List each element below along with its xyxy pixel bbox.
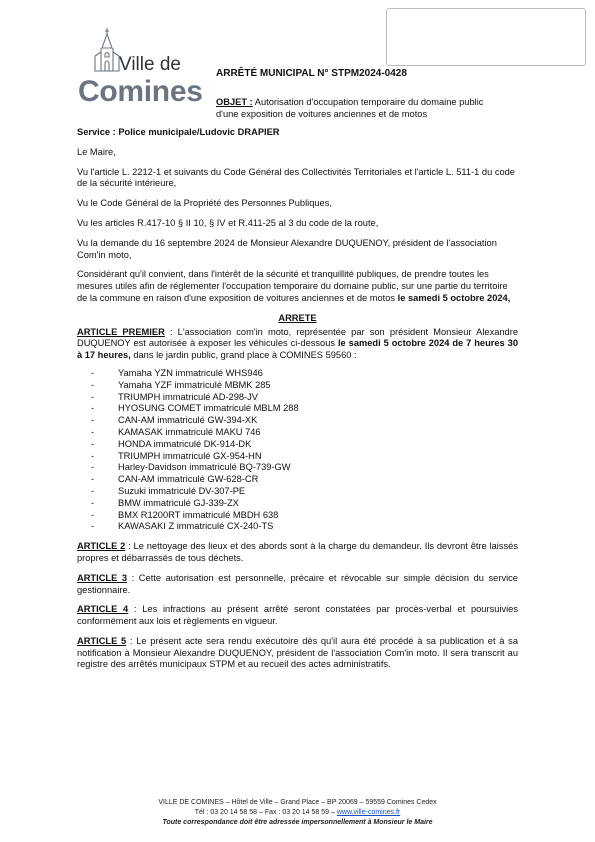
vehicle-list-item — [77, 392, 518, 404]
list-dash: - — [91, 438, 95, 449]
vehicle-text: HYOSUNG COMET immatriculé MBLM 288 — [118, 403, 299, 414]
vehicle-text: CAN-AM immatriculé GW-394-XK — [118, 415, 258, 426]
vu-paragraph-3: Vu les articles R.417-10 § II 10, § IV et R.411-25 al 3 du code de la route, — [77, 217, 379, 228]
vehicle-list-item — [77, 474, 518, 486]
article-5-text: : Le présent acte sera rendu exécutoire dès qu'il aura été procédé à sa publication et à sa notification à Monsieur Alexandre DUQUENOY, président de l'association Com'in moto. Il sera transcrit au registre des arrêtés municipaux STPM et au recueil des actes administratifs. — [77, 635, 518, 670]
vehicle-text: BMW immatriculé GJ-339-ZX — [118, 497, 239, 508]
article-4 — [77, 604, 518, 628]
objet-label: OBJET : — [216, 97, 253, 107]
vehicle-list-item — [77, 439, 518, 451]
list-dash: - — [91, 415, 95, 426]
list-dash: - — [91, 403, 95, 414]
footer-address: VILLE DE COMINES – Hôtel de Ville – Grand Place – BP 20069 – 59559 Comines Cedex — [158, 799, 437, 806]
article-3-label: ARTICLE 3 — [77, 572, 128, 583]
footer-contact — [0, 808, 595, 818]
vehicle-list-item — [77, 510, 518, 522]
vehicle-list-item — [77, 462, 518, 474]
church-icon — [92, 26, 122, 76]
vehicle-list-item — [77, 521, 518, 533]
ville-de-comines-logo — [78, 22, 203, 112]
arrete-title: ARRÊTÉ MUNICIPAL N° STPM2024-0428 — [216, 68, 407, 79]
vehicle-list-item — [77, 380, 518, 392]
vehicle-text: TRIUMPH immatriculé AD-298-JV — [118, 391, 258, 402]
list-dash: - — [91, 497, 95, 508]
objet-paragraph — [216, 96, 506, 120]
vehicle-text: HONDA immatriculé DK-914-DK — [118, 438, 252, 449]
vehicle-list-item — [77, 451, 518, 463]
vehicle-list-item — [77, 427, 518, 439]
article-premier-date: le samedi 5 octobre 2024 de 7 heures 30 à 17 heures, — [77, 338, 518, 361]
article-5 — [77, 636, 518, 671]
vehicle-list-item — [77, 415, 518, 427]
vu-paragraph-4: Vu la demande du 16 septembre 2024 de Monsieur Alexandre DUQUENOY, président de l'association Com'in moto, — [77, 237, 497, 260]
article-premier-label: ARTICLE PREMIER — [77, 326, 165, 337]
article-4-text: : Les infractions au présent arrêté seront constatées par procès-verbal et poursuivies conformément aux lois et règlements en vigueur. — [77, 604, 518, 627]
list-dash: - — [91, 367, 95, 378]
vu-paragraph-2: Vu le Code Général de la Propriété des Personnes Publiques, — [77, 198, 332, 209]
vehicle-list-item — [77, 486, 518, 498]
article-3-text: : Cette autorisation est personnelle, précaire et révocable sur simple décision du service gestionnaire. — [77, 572, 518, 595]
article-premier-text-b: dans le jardin public, grand place à COMINES 59560 : — [130, 350, 357, 361]
vehicle-list-item — [77, 403, 518, 415]
article-3 — [77, 573, 518, 597]
list-dash: - — [91, 521, 95, 532]
page-footer — [0, 798, 595, 828]
vehicle-text: Suzuki immatriculé DV-307-PE — [118, 485, 246, 496]
article-premier-text-a: : L'association com'in moto, représentée par son président Monsieur Alexandre DUQUENOY est autorisée à exposer les véhicules ci-dessous — [77, 326, 518, 349]
vehicle-text: Harley-Davidson immatriculé BQ-739-GW — [118, 462, 291, 473]
vehicle-text: CAN-AM immatriculé GW-628-CR — [118, 474, 259, 485]
document-body — [77, 127, 518, 679]
article-2 — [77, 541, 518, 565]
list-dash: - — [91, 379, 95, 390]
list-dash: - — [91, 485, 95, 496]
article-4-label: ARTICLE 4 — [77, 604, 129, 615]
vehicle-text: TRIUMPH immatriculé GX-954-HN — [118, 450, 262, 461]
considerant-date: le samedi 5 octobre 2024, — [397, 292, 511, 303]
considerant-paragraph — [77, 269, 518, 304]
stamp-box — [386, 8, 586, 66]
vu-paragraph-1: Vu l'article L. 2212-1 et suivants du Code Général des Collectivités Territoriales et l'article L. 511-1 du code de la sécurité intérieure, — [77, 166, 515, 189]
vehicle-list-item — [77, 498, 518, 510]
article-premier — [77, 327, 518, 362]
vehicle-text: KAMASAK immatriculé MAKU 746 — [118, 426, 261, 437]
vehicle-text: Yamaha YZF immatriculé MBMK 285 — [118, 379, 271, 390]
vehicle-list-item — [77, 368, 518, 380]
footer-phone-fax: Tél : 03 20 14 58 58 – Fax : 03 20 14 58 59 – — [194, 809, 337, 816]
vehicle-list — [77, 368, 518, 533]
list-dash: - — [91, 462, 95, 473]
list-dash: - — [91, 450, 95, 461]
logo-ville-text: Ville de — [119, 54, 181, 75]
considerant-text: Considérant qu'il convient, dans l'intérêt de la sécurité et tranquillité publiques, de prendre toutes les mesures utiles afin de réglementer l'occupation temporaire du domaine public, sur une partie du territoire de la commune en raison d'une exposition de voitures anciennes et de motos — [77, 269, 508, 303]
logo-comines-text: Comines — [78, 75, 203, 108]
maire-line: Le Maire, — [77, 146, 116, 157]
arrete-heading: ARRETE — [278, 312, 317, 323]
service-line: Service : Police municipale/Ludovic DRAPIER — [77, 127, 280, 137]
footer-website-link[interactable]: www.ville-comines.fr — [336, 809, 401, 816]
vehicle-text: BMX R1200RT immatriculé MBDH 638 — [118, 509, 279, 520]
article-2-text: : Le nettoyage des lieux et des abords sont à la charge du demandeur. Ils devront être laissés propres et débarrassés de tous déchets. — [77, 541, 518, 563]
vehicle-text: KAWASAKI Z immatriculé CX-240-TS — [118, 521, 274, 532]
objet-text: Autorisation d'occupation temporaire du domaine public d'une exposition de voitures anciennes et de motos — [216, 97, 484, 119]
article-5-label: ARTICLE 5 — [77, 635, 127, 646]
list-dash: - — [91, 391, 95, 402]
footer-correspondence-note: Toute correspondance doit être adressée impersonnellement à Monsieur le Maire — [162, 819, 433, 826]
vehicle-text: Yamaha YZN immatriculé WHS946 — [118, 367, 263, 378]
list-dash: - — [91, 426, 95, 437]
list-dash: - — [91, 474, 95, 485]
article-2-label: ARTICLE 2 — [77, 541, 126, 552]
list-dash: - — [91, 509, 95, 520]
